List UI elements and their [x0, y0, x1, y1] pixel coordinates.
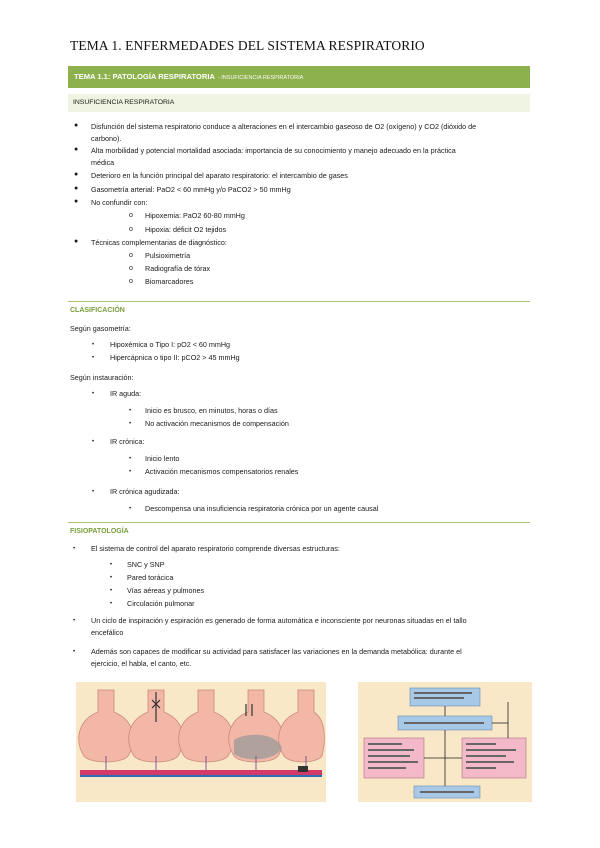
sub-bullet-text: Pulsioximetría	[145, 251, 191, 260]
fisio-estructura: Pared torácica	[127, 573, 174, 582]
bullet-text: médica	[91, 158, 115, 167]
topic-banner	[68, 66, 530, 88]
topic-label: TEMA 1.1: PATOLOGÍA RESPIRATORIA	[74, 72, 215, 81]
bullet-small: •	[110, 562, 113, 568]
section-header-clasificacion: CLASIFICACIÓN	[70, 307, 125, 314]
bullet-dot: ●	[74, 198, 79, 205]
topic-sublabel: - INSUFICIENCIA RESPIRATORIA	[217, 75, 304, 81]
bullet-small: •	[73, 618, 76, 624]
bullet-small: •	[73, 649, 76, 655]
ir-agudizada-item: Descompensa una insuficiencia respiratoria crónica por un agente causal	[145, 504, 379, 513]
ir-aguda-label: IR aguda:	[110, 389, 142, 398]
bullet-small: •	[129, 456, 132, 462]
bullet-text: Deterioro en la función principal del aparato respiratorio: el intercambio de gases	[91, 171, 348, 180]
respiratory-flask-figure	[76, 682, 326, 802]
bullet-dot: ●	[74, 171, 79, 178]
bullet-small: •	[129, 408, 132, 414]
bullet-small: •	[129, 506, 132, 512]
bullet-small: •	[92, 439, 95, 445]
bullet-text: No confundir con:	[91, 198, 148, 207]
fisio-estructura: Circulación pulmonar	[127, 599, 195, 608]
ir-cronica-label: IR crónica:	[110, 437, 145, 446]
fisio-estructura: SNC y SNP	[127, 560, 165, 569]
bullet-small: •	[110, 601, 113, 607]
sub-bullet-o: o	[129, 278, 133, 285]
fisio-capaces-text: Además son capaces de modificar su actividad para satisfacer las variaciones en la demanda metabólica: durante el	[91, 647, 462, 656]
bullet-small: •	[92, 489, 95, 495]
bullet-text: Gasometría arterial: PaO2 < 60 mmHg y/o PaCO2 > 50 mmHg	[91, 185, 291, 194]
section-divider	[68, 522, 530, 523]
bullet-text: Técnicas complementarias de diagnóstico:	[91, 238, 227, 247]
bullet-small: •	[110, 588, 113, 594]
ir-agudizada-label: IR crónica agudizada:	[110, 487, 180, 496]
sub-bullet-text: Biomarcadores	[145, 277, 194, 286]
sub-bullet-text: Hipoxemia: PaO2 60-80 mmHg	[145, 211, 245, 220]
document-title: TEMA 1. ENFERMEDADES DEL SISTEMA RESPIRATORIO	[70, 38, 425, 53]
sub-bullet-text: Radiografía de tórax	[145, 264, 211, 273]
sub-bullet-o: o	[129, 252, 133, 259]
sub-bullet-o: o	[129, 265, 133, 272]
bullet-dot: ●	[74, 122, 79, 129]
fisio-capaces-text: ejercicio, el habla, el canto, etc.	[91, 659, 192, 668]
section-divider	[68, 301, 530, 302]
sub-bullet-text: Hipoxia: déficit O2 tejidos	[145, 225, 227, 234]
ir-aguda-item: No activación mecanismos de compensación	[145, 419, 289, 428]
fisio-ciclo-text: Un ciclo de inspiración y espiración es generado de forma automática e inconsciente por neuronas situadas en el tallo	[91, 616, 467, 625]
clasificacion-gasometria-label: Según gasometría:	[70, 324, 131, 333]
fisio-intro: El sistema de control del aparato respiratorio comprende diversas estructuras:	[91, 544, 340, 553]
bullet-dot: ●	[74, 238, 79, 245]
sub-bullet-o: o	[129, 226, 133, 233]
bullet-small: •	[129, 421, 132, 427]
clasificacion-item: Hipoxémica o Tipo I: pO2 < 60 mmHg	[110, 340, 231, 349]
bullet-small: •	[92, 342, 95, 348]
bullet-small: •	[110, 575, 113, 581]
section-header-insuficiencia: INSUFICIENCIA RESPIRATORIA	[68, 94, 530, 112]
bullet-small: •	[73, 546, 76, 552]
bullet-small: •	[92, 355, 95, 361]
fisio-ciclo-text: encefálico	[91, 628, 124, 637]
section-header-fisiopatologia: FISIOPATOLOGÍA	[70, 528, 129, 535]
ir-aguda-item: Inicio es brusco, en minutos, horas o días	[145, 406, 278, 415]
bullet-small: •	[129, 469, 132, 475]
respiratory-control-diagram	[358, 682, 532, 802]
bullet-text: carbono).	[91, 134, 122, 143]
bullet-small: •	[92, 391, 95, 397]
ir-cronica-item: Inicio lento	[145, 454, 180, 463]
fisio-estructura: Vías aéreas y pulmones	[127, 586, 205, 595]
bullet-dot: ●	[74, 185, 79, 192]
sub-bullet-o: o	[129, 212, 133, 219]
bullet-text: Alta morbilidad y potencial mortalidad asociada: importancia de su conocimiento y manejo adecuado en la práctica	[91, 146, 456, 155]
ir-cronica-item: Activación mecanismos compensatorios renales	[145, 467, 299, 476]
bullet-text: Disfunción del sistema respiratorio conduce a alteraciones en el intercambio gaseoso de O2 (oxígeno) y CO2 (dióxido de	[91, 122, 477, 131]
clasificacion-item: Hipercápnica o tipo II: pCO2 > 45 mmHg	[110, 353, 240, 362]
clasificacion-instauracion-label: Según instauración:	[70, 373, 134, 382]
bullet-dot: ●	[74, 146, 79, 153]
